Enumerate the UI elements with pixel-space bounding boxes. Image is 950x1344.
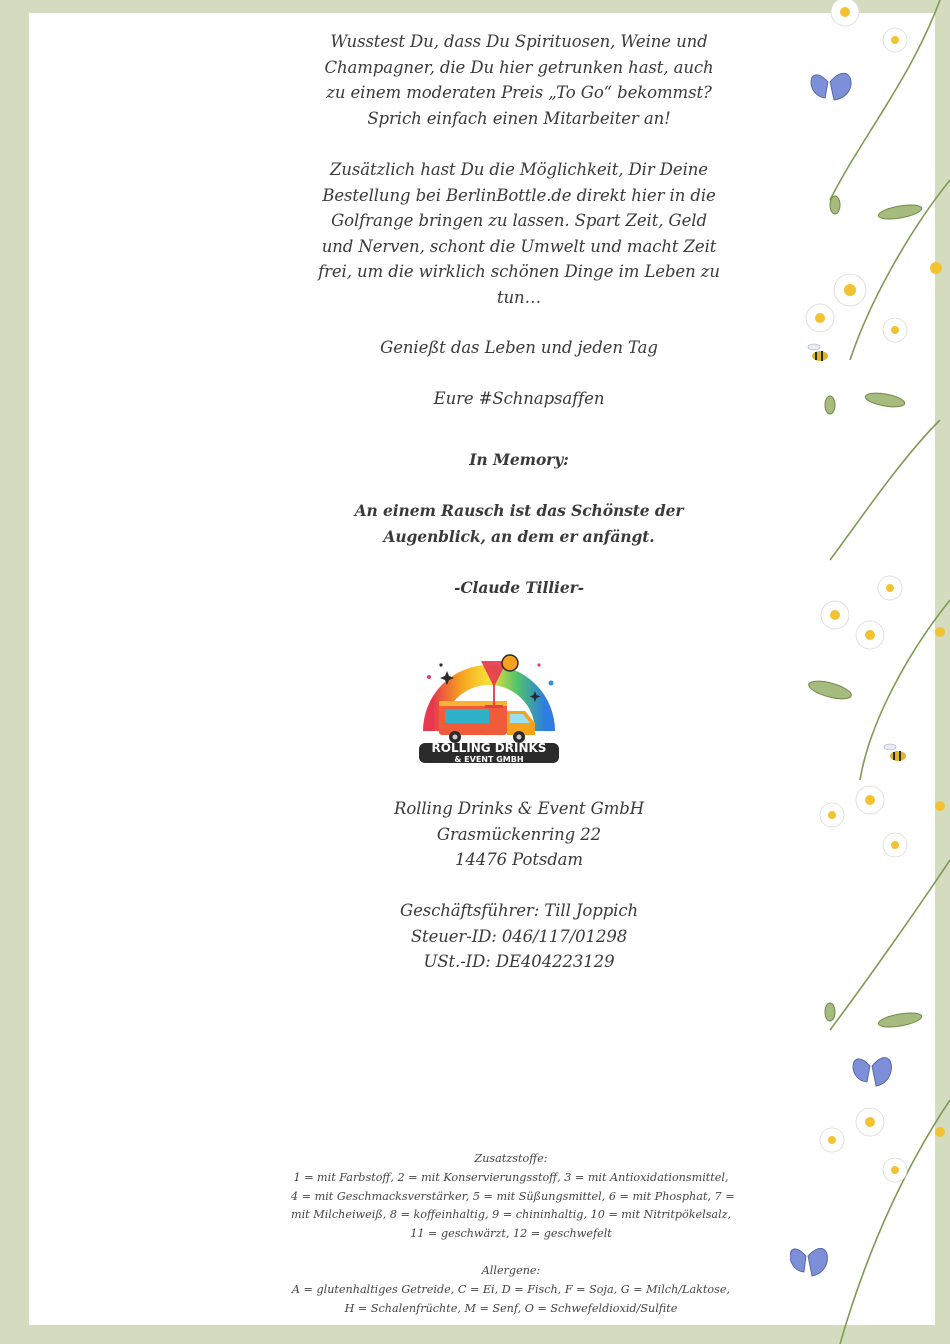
additives-line: 1 = mit Farbstoff, 2 = mit Konservierungsstoff, 3 = mit Antioxidationsmittel,	[293, 1170, 729, 1184]
registry-line: USt.-ID: DE404223129	[423, 952, 615, 972]
additives-line: 11 = geschwärzt, 12 = geschwefelt	[410, 1227, 612, 1241]
registry-line: Steuer-ID: 046/117/01298	[410, 926, 628, 946]
text-line: Wusstest Du, dass Du Spirituosen, Weine und	[330, 32, 708, 51]
additives-line: 4 = mit Geschmacksverstärker, 5 = mit Süßungsmittel, 6 = mit Phosphat, 7 =	[291, 1189, 735, 1203]
text-line: frei, um die wirklich schönen Dinge im Leben zu	[318, 262, 720, 282]
delivery-paragraph	[299, 157, 739, 311]
allergens-line: H = Schalenfrüchte, M = Senf, O = Schwefeldioxid/Sulfite	[344, 1301, 678, 1315]
text-line: zu einem moderaten Preis „To Go“ bekommst?	[326, 83, 712, 103]
text-line: und Nerven, schont die Umwelt und macht Zeit	[321, 236, 717, 256]
text-line: Champagner, die Du hier getrunken hast, auch	[324, 57, 714, 77]
text-line: Golfrange bringen zu lassen. Spart Zeit, Geld	[331, 211, 707, 231]
quote-line: Augenblick, an dem er anfängt.	[383, 526, 655, 546]
text-line: Zusätzlich hast Du die Möglichkeit, Dir Deine	[330, 160, 708, 179]
greeting: Genießt das Leben und jeden Tag	[380, 338, 658, 357]
additives-legend	[291, 1150, 735, 1244]
additives-title: Zusatzstoffe:	[474, 1152, 548, 1165]
company-registry	[299, 898, 739, 975]
quote-line: An einem Rausch ist das Schönste der	[354, 501, 684, 520]
allergens-line: A = glutenhaltiges Getreide, C = Ei, D = Fisch, F = Soja, G = Milch/Laktose,	[291, 1282, 731, 1296]
company-logo	[411, 653, 567, 773]
quote	[299, 498, 739, 549]
address-line: Rolling Drinks & Event GmbH	[394, 799, 644, 818]
company-address	[299, 796, 739, 873]
allergens-legend	[291, 1262, 731, 1318]
to-go-paragraph	[299, 29, 739, 131]
quote-author: -Claude Tillier-	[453, 578, 584, 597]
address-line: 14476 Potsdam	[455, 850, 583, 870]
logo-text-main: ROLLING DRINKS	[431, 741, 547, 755]
butterflies	[790, 73, 891, 1276]
text-line: Sprich einfach einen Mitarbeiter an!	[367, 108, 671, 128]
signature: Eure #Schnapsaffen	[433, 389, 605, 408]
registry-line: Geschäftsführer: Till Joppich	[399, 901, 639, 920]
text-line: tun…	[497, 287, 541, 307]
floral-border-decoration	[790, 0, 950, 1344]
text-line: Bestellung bei BerlinBottle.de direkt hier in die	[322, 185, 716, 205]
logo-text-sub: & EVENT GMBH	[454, 755, 524, 764]
memory-title: In Memory:	[469, 450, 569, 469]
allergens-title: Allergene:	[481, 1264, 541, 1277]
additives-line: mit Milcheiweiß, 8 = koffeinhaltig, 9 = chininhaltig, 10 = mit Nitritpökelsalz,	[291, 1208, 732, 1222]
address-line: Grasmückenring 22	[436, 824, 602, 844]
